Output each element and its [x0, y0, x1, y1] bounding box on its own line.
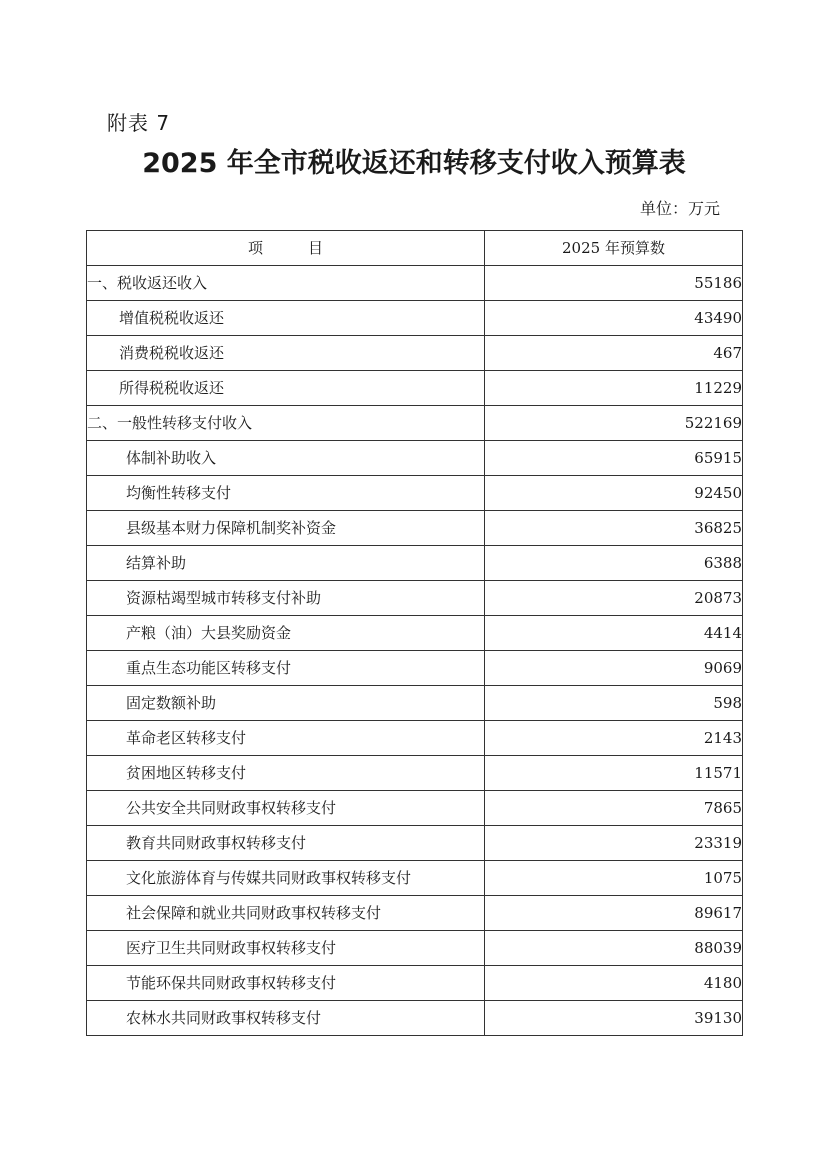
unit-label: 单位：万元: [639, 199, 720, 218]
table-row: [87, 371, 743, 406]
table-row: [87, 721, 743, 756]
row-item-name: 农林水共同财政事权转移支付: [87, 1001, 485, 1036]
row-item-name: 文化旅游体育与传媒共同财政事权转移支付: [87, 861, 485, 896]
row-item-name: 所得税税收返还: [87, 371, 485, 406]
row-budget-value: 522169: [485, 406, 743, 441]
table-row: [87, 1001, 743, 1036]
table-row: [87, 756, 743, 791]
row-item-name: 重点生态功能区转移支付: [87, 651, 485, 686]
row-item-name: 医疗卫生共同财政事权转移支付: [87, 931, 485, 966]
table-row: [87, 686, 743, 721]
table-row: [87, 406, 743, 441]
row-item-name: 增值税税收返还: [87, 301, 485, 336]
table-row: [87, 826, 743, 861]
table-row: [87, 546, 743, 581]
table-row: [87, 336, 743, 371]
row-budget-value: 6388: [485, 546, 743, 581]
table-row: [87, 896, 743, 931]
row-budget-value: 598: [485, 686, 743, 721]
table-row: [87, 301, 743, 336]
row-item-name: 节能环保共同财政事权转移支付: [87, 966, 485, 1001]
row-budget-value: 36825: [485, 511, 743, 546]
budget-table: [86, 230, 743, 1036]
row-budget-value: 65915: [485, 441, 743, 476]
row-budget-value: 7865: [485, 791, 743, 826]
row-item-name: 均衡性转移支付: [87, 476, 485, 511]
table-header-row: [87, 231, 743, 266]
row-item-name: 资源枯竭型城市转移支付补助: [87, 581, 485, 616]
table-row: [87, 511, 743, 546]
row-budget-value: 467: [485, 336, 743, 371]
row-item-name: 结算补助: [87, 546, 485, 581]
row-item-name: 产粮（油）大县奖励资金: [87, 616, 485, 651]
table-row: [87, 931, 743, 966]
table-row: [87, 791, 743, 826]
row-budget-value: 20873: [485, 581, 743, 616]
row-item-name: 县级基本财力保障机制奖补资金: [87, 511, 485, 546]
row-item-name: 体制补助收入: [87, 441, 485, 476]
row-item-name: 一、税收返还收入: [87, 266, 485, 301]
table-body: [87, 266, 743, 1036]
row-budget-value: 11229: [485, 371, 743, 406]
row-budget-value: 39130: [485, 1001, 743, 1036]
column-header-budget: 2025 年预算数: [485, 231, 743, 266]
row-budget-value: 1075: [485, 861, 743, 896]
table-row: [87, 441, 743, 476]
table-row: [87, 581, 743, 616]
row-budget-value: 43490: [485, 301, 743, 336]
table-row: [87, 861, 743, 896]
row-item-name: 社会保障和就业共同财政事权转移支付: [87, 896, 485, 931]
row-budget-value: 88039: [485, 931, 743, 966]
row-budget-value: 89617: [485, 896, 743, 931]
row-budget-value: 92450: [485, 476, 743, 511]
table-row: [87, 616, 743, 651]
row-budget-value: 9069: [485, 651, 743, 686]
row-item-name: 革命老区转移支付: [87, 721, 485, 756]
table-row: [87, 476, 743, 511]
appendix-label: 附表 7: [107, 111, 171, 135]
table-row: [87, 651, 743, 686]
row-budget-value: 2143: [485, 721, 743, 756]
row-budget-value: 11571: [485, 756, 743, 791]
row-item-name: 消费税税收返还: [87, 336, 485, 371]
row-budget-value: 55186: [485, 266, 743, 301]
column-header-item: 项 目: [87, 231, 485, 266]
table-row: [87, 966, 743, 1001]
row-budget-value: 4180: [485, 966, 743, 1001]
row-budget-value: 4414: [485, 616, 743, 651]
page-title: 2025 年全市税收返还和转移支付收入预算表: [142, 148, 686, 179]
row-item-name: 教育共同财政事权转移支付: [87, 826, 485, 861]
row-item-name: 贫困地区转移支付: [87, 756, 485, 791]
row-item-name: 固定数额补助: [87, 686, 485, 721]
row-item-name: 二、一般性转移支付收入: [87, 406, 485, 441]
row-item-name: 公共安全共同财政事权转移支付: [87, 791, 485, 826]
row-budget-value: 23319: [485, 826, 743, 861]
table-row: [87, 266, 743, 301]
